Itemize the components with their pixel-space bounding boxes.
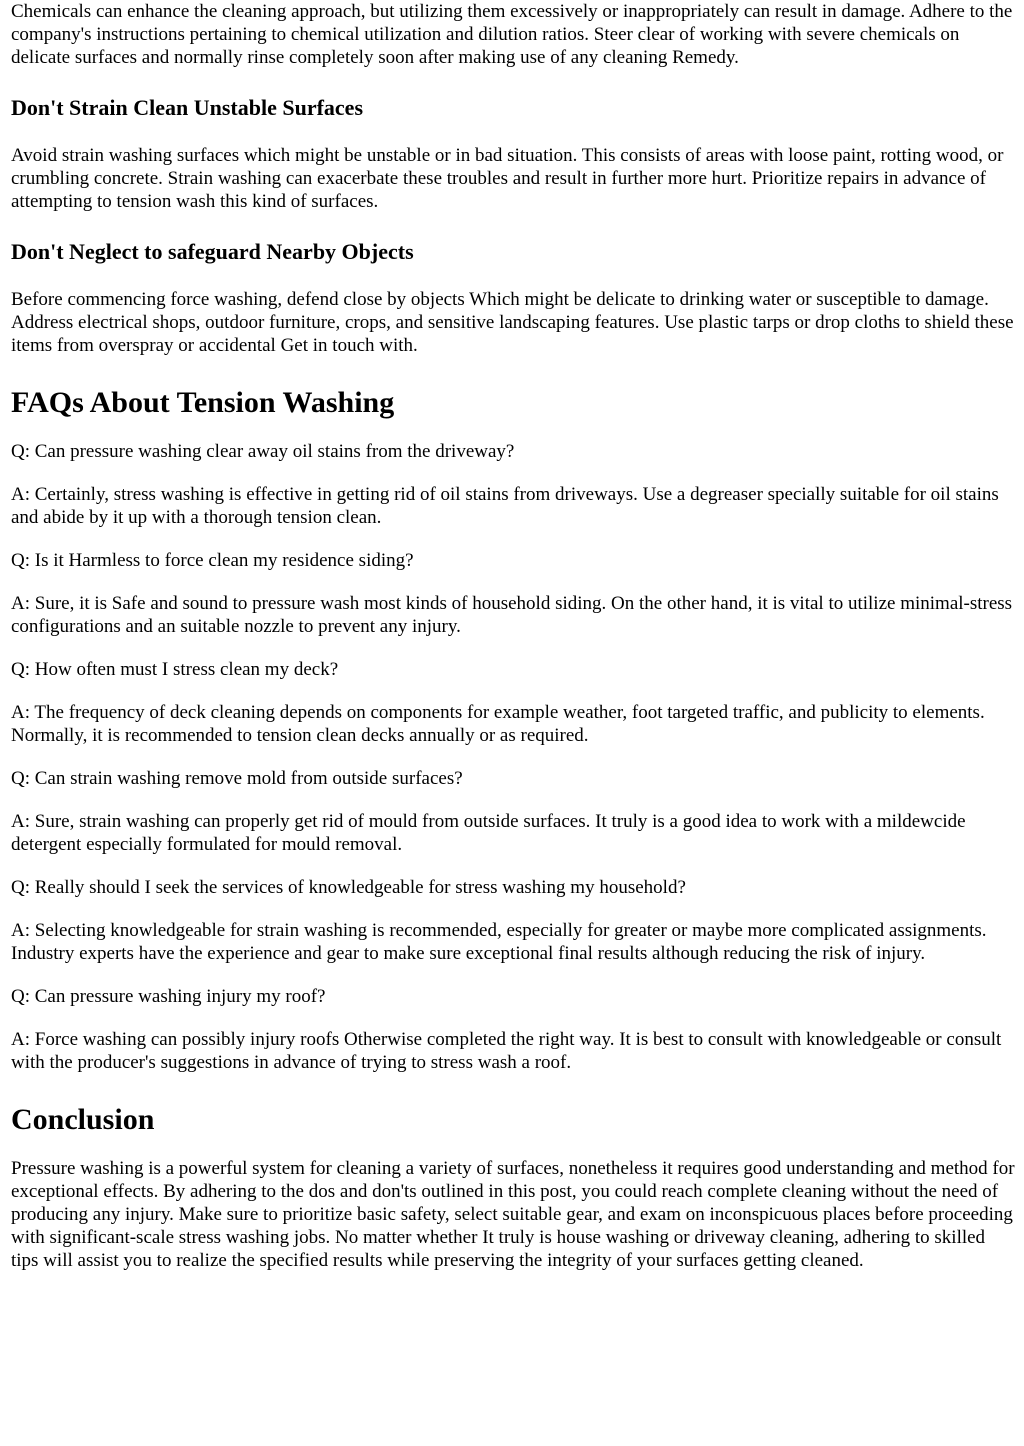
conclusion-heading: Conclusion <box>11 1103 155 1136</box>
nearby-objects-paragraph: Before commencing force washing, defend close by objects Which might be delicate to drinking water or susceptible to damage. Address electrical shops, outdoor furniture, crops, and sensitive landscaping features. Use plastic tarps or drop cloths to shield these items from overspray or accidental Get in touch with. <box>11 289 1014 356</box>
faq-answer: A: Sure, it is Safe and sound to pressure wash most kinds of household siding. On the other hand, it is vital to utilize minimal-stress configurations and an suitable nozzle to prevent any injury. <box>11 593 1013 637</box>
intro-paragraph: Chemicals can enhance the cleaning approach, but utilizing them excessively or inappropriately can result in damage. Adhere to the company's instructions pertaining to chemical utilization and dilution ratios. Steer clear of working with severe chemicals on delicate surfaces and normally rinse completely soon after making use of any cleaning Remedy. <box>11 1 1013 68</box>
faq-answer: A: The frequency of deck cleaning depends on components for example weather, foot targeted traffic, and publicity to elements. Normally, it is recommended to tension clean decks annually or as required. <box>11 702 985 746</box>
faq-heading: FAQs About Tension Washing <box>11 386 395 419</box>
faq-question: Q: How often must I stress clean my deck? <box>11 659 339 680</box>
faq-question: Q: Can pressure washing injury my roof? <box>11 986 326 1007</box>
faq-answer: A: Force washing can possibly injury roofs Otherwise completed the right way. It is best to consult with knowledgeable or consult with the producer's suggestions in advance of trying to stress wash a roof. <box>11 1029 1002 1073</box>
unstable-surfaces-heading: Don't Strain Clean Unstable Surfaces <box>11 95 364 120</box>
faq-question: Q: Is it Harmless to force clean my residence siding? <box>11 550 414 571</box>
faq-answer: A: Certainly, stress washing is effective in getting rid of oil stains from driveways. Use a degreaser specially suitable for oil stains and abide by it up with a thorough tension clean. <box>11 484 999 528</box>
faq-answer: A: Sure, strain washing can properly get rid of mould from outside surfaces. It truly is a good idea to work with a mildewcide detergent especially formulated for mould removal. <box>11 811 966 855</box>
conclusion-paragraph: Pressure washing is a powerful system for cleaning a variety of surfaces, nonetheless it requires good understanding and method for exceptional effects. By adhering to the dos and don'ts outlined in this post, you could reach complete cleaning without the need of producing any injury. Make sure to prioritize basic safety, select suitable gear, and exam on inconspicuous places before proceeding with significant-scale stress washing jobs. No matter whether It truly is house washing or driveway cleaning, adhering to skilled tips will assist you to realize the specified results while preserving the integrity of your surfaces getting cleaned. <box>11 1158 1015 1271</box>
faq-question: Q: Can strain washing remove mold from outside surfaces? <box>11 768 463 789</box>
nearby-objects-heading: Don't Neglect to safeguard Nearby Objects <box>11 239 414 264</box>
faq-question: Q: Can pressure washing clear away oil stains from the driveway? <box>11 441 515 462</box>
faq-question: Q: Really should I seek the services of knowledgeable for stress washing my household? <box>11 877 686 898</box>
unstable-surfaces-paragraph: Avoid strain washing surfaces which might be unstable or in bad situation. This consists of areas with loose paint, rotting wood, or crumbling concrete. Strain washing can exacerbate these troubles and result in further more hurt. Prioritize repairs in advance of attempting to tension wash this kind of surfaces. <box>11 145 1004 212</box>
faq-answer: A: Selecting knowledgeable for strain washing is recommended, especially for greater or maybe more complicated assignments. Industry experts have the experience and gear to make sure exceptional final results although reducing the risk of injury. <box>11 920 987 964</box>
